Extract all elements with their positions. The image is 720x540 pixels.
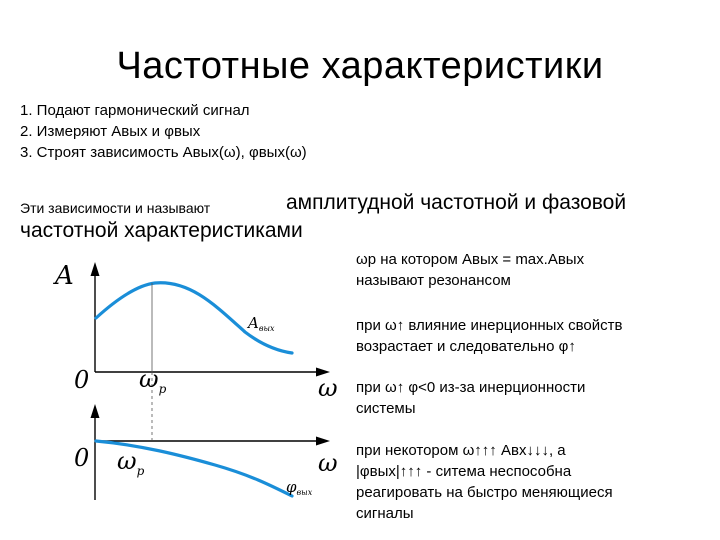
- slide-title: Частотные характеристики: [116, 45, 604, 87]
- note-line: называют резонансом: [356, 272, 511, 289]
- phase-out-label: $\varphi_{вых}$: [286, 478, 313, 497]
- amplitude-axis-label: A: [55, 261, 74, 291]
- phase-note: [356, 377, 686, 419]
- resonance-note: [356, 249, 686, 291]
- high-frequency-note: [356, 440, 686, 524]
- amplitude-out-label: $A_{вых}$: [248, 314, 275, 333]
- notes-column: [356, 0, 686, 540]
- amplitude-y-arrow: [91, 262, 100, 276]
- note-line: сигналы: [356, 505, 414, 522]
- step-item: 1. Подают гармонический сигнал: [20, 102, 250, 119]
- intro-text: Эти зависимости и называют: [20, 200, 211, 216]
- step-item: 3. Строят зависимость Авых(ω), φвых(ω): [20, 144, 307, 161]
- inertia-note: [356, 315, 686, 357]
- phase-x-arrow: [316, 437, 330, 446]
- intro-emphasis-line-2: частотной характеристиками: [20, 219, 303, 242]
- amplitude-curve: [96, 283, 292, 353]
- origin-label-bottom: 0: [74, 444, 90, 472]
- note-line: ωр на котором Авых = max.Авых: [356, 251, 585, 268]
- note-line: при ω↑ влияние инерционных свойств: [356, 317, 623, 334]
- origin-label-top: 0: [74, 366, 90, 394]
- resonance-omega-label-top: $\omega_p$: [139, 365, 167, 396]
- note-line: реагировать на быстро меняющиеся: [356, 484, 613, 501]
- intro-emphasis-line-1: амплитудной частотной и фазовой: [286, 191, 627, 214]
- resonance-omega-label-bottom: $\omega_p$: [117, 447, 145, 478]
- note-line: возрастает и следовательно φ↑: [356, 338, 576, 355]
- note-line: системы: [356, 400, 416, 417]
- omega-axis-label-top: ω: [318, 374, 338, 402]
- omega-axis-label-bottom: ω: [318, 449, 338, 477]
- note-line: |φвых|↑↑↑ - ситема неспособна: [356, 463, 572, 480]
- note-line: при ω↑ φ<0 из-за инерционности: [356, 379, 586, 396]
- note-line: при некотором ω↑↑↑ Авх↓↓↓, а: [356, 442, 566, 459]
- step-item: 2. Измеряют Авых и φвых: [20, 123, 201, 140]
- phase-y-arrow: [91, 404, 100, 418]
